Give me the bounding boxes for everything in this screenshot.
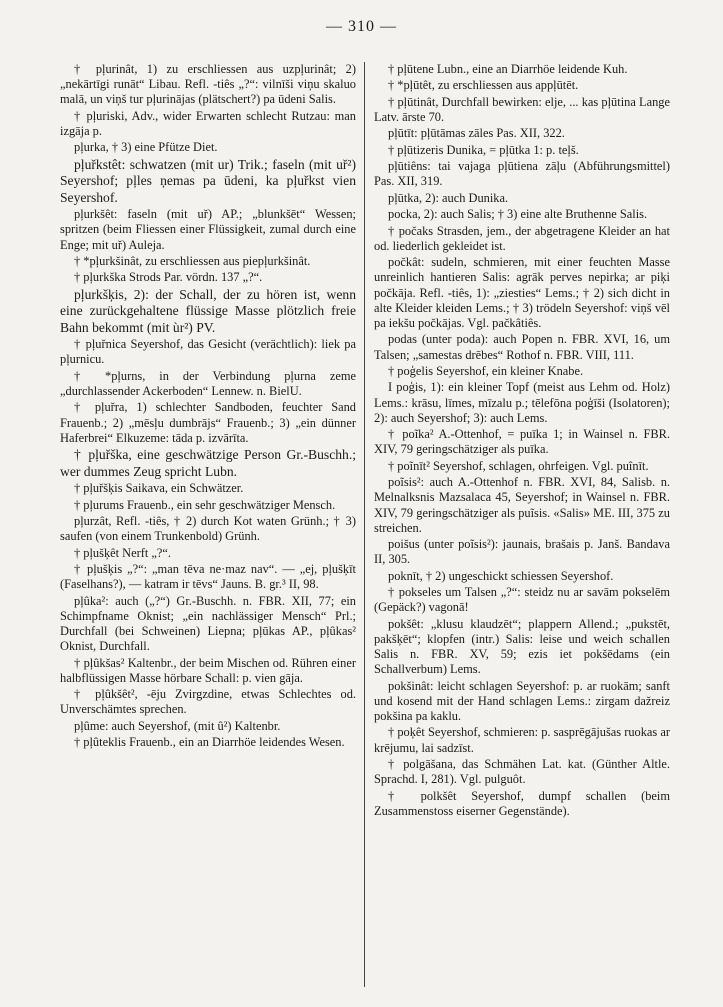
dictionary-entry: † pļuriski, Adv., wider Erwarten schlecht Rutzau: man izgāja p. <box>60 108 356 138</box>
dictionary-entry: † pļūtene Lubn., eine an Diarrhöe leidende Kuh. <box>388 62 628 76</box>
dictionary-entry: † pļûteklis Frauenb., ein an Diarrhöe leidendes Wesen. <box>74 735 345 750</box>
dictionary-entry: † pļûkšêt², -ēju Zvirgzdine, etwas Schlechtes od. Unverschämtes sprechen. <box>60 687 356 717</box>
dictionary-entry: poĩsis²: auch A.-Ottenhof n. FBR. XVI, 84, Salisb. n. Melnalksnis Mazsalaca 45, Seyershof; in Wainsel n. FBR. XIV, 79 geringschätziger als puĩsis. «Salis» ME. III, 375 zu streichen. <box>374 475 670 535</box>
dictionary-entry: pļūtiêns: tai vajaga pļūtiena zāļu (Abführungsmittel) Pas. XII, 319. <box>374 159 670 189</box>
dictionary-entry: † pļurinât, 1) zu erschliessen aus uzpļurinât; 2) „nekārtīgi runāt“ Libau. Refl. -tiês „?“: vilnīši viņu skaluo malā, un viņš tur pļurinājas (plätschert?) pa ūdeni Salis. <box>60 62 356 107</box>
dictionary-entry: poknīt, † 2) ungeschickt schiessen Seyershof. <box>388 568 614 583</box>
dictionary-entry: † pļušķêt Nerft „?“. <box>74 545 172 560</box>
dictionary-entry: † pļurums Frauenb., ein sehr geschwätziger Mensch. <box>74 497 336 512</box>
dictionary-entry: pļūtka, 2): auch Dunika. <box>388 190 509 205</box>
dictionary-entry: † pļuřra, 1) schlechter Sandboden, feuchter Sand Frauenb.; 2) „mēsļu dumbrājs“ Frauenb.; 3) „ein dünner Haferbrei“ Elkuzeme: tāda p. izvārīta. <box>60 400 356 445</box>
dictionary-entry: † *pļurkšinât, zu erschliessen aus piepļurkšinât. <box>74 253 311 268</box>
dictionary-entry: pokšêt: „klusu klaudzēt“; plappern Allend.; „pukstēt, pakšķēt“; klopfen (intr.) Salis: leise und weich schallen Salis n. FBR. XV, 59; ezis iet pokšēdams (ein Schallverbum) Lems. <box>374 616 670 677</box>
dictionary-entry: poišus (unter poĩsis²): jaunais, brašais p. Janš. Bandava II, 305. <box>374 537 670 567</box>
dictionary-entry: † pļuřška, eine geschwätzige Person Gr.-Buschh.; wer dummes Zeug spricht Lubn. <box>60 447 356 479</box>
page-number: — 310 — <box>326 18 397 35</box>
dictionary-entry: pļurkšêt: faseln (mit uř) AP.; „blunkšēt“ Wessen; spritzen (beim Fliessen einer Flüssigkeit, zumal durch eine Enge; mit uř) Auleja. <box>60 207 356 252</box>
dictionary-entry: † poķêt Seyershof, schmieren: p. sasprēgājušas ruokas ar krējumu, lai sadzīst. <box>374 725 670 755</box>
left-column <box>60 62 356 751</box>
dictionary-entry: † pļuřnica Seyershof, das Gesicht (verächtlich): liek pa pļurnicu. <box>60 337 356 367</box>
dictionary-entry: pļūtīt: pļūtāmas zāles Pas. XII, 322. <box>388 126 565 141</box>
dictionary-entry: pocka, 2): auch Salis; † 3) eine alte Bruthenne Salis. <box>388 207 648 222</box>
dictionary-entry: I poģis, 1): ein kleiner Topf (meist aus Lehm od. Holz) Lems.: krāsu, līmes, mīzalu p.; tēlefōna poģīši (Isolatoren); 2): auch Seyershof; 3): auch Lems. <box>374 380 670 425</box>
dictionary-entry: pļuřkstêt: schwatzen (mit ur) Trik.; faseln (mit uř²) Seyershof; pļles ņemas pa ūdeni, ka pļuřkst vien Seyershof. <box>60 156 356 205</box>
dictionary-entry: † pļûkšas² Kaltenbr., der beim Mischen od. Rühren einer halbflüssigen Masse hörbare Schall: p. vien gāja. <box>60 655 356 685</box>
dictionary-entry: † *pļūtêt, zu erschliessen aus appļūtēt. <box>388 78 579 93</box>
dictionary-entry: † poĩnīt² Seyershof, schlagen, ohrfeigen. Vgl. puînīt. <box>388 458 649 473</box>
dictionary-entry: † pļūtizeris Dunika, = pļūtka 1: p. teļš. <box>388 142 579 157</box>
dictionary-entry: pokšinât: leicht schlagen Seyershof: p. ar ruokām; sanft und kosend mit der Hand schlagen Lems.: zirgam dažreiz pokšina pa kaklu. <box>374 678 670 724</box>
dictionary-entry: † pļušķis „?“: „man tēva ne·maz nav“. — „ej, pļušķīt (Faselhans?), — katram ir tēvs“ Jauns. B. gr.³ II, 98. <box>60 561 356 592</box>
dictionary-entry: † pļuřšķis Saikava, ein Schwätzer. <box>74 481 244 496</box>
right-column <box>374 62 670 820</box>
dictionary-entry: pļûme: auch Seyershof, (mit û²) Kaltenbr. <box>74 718 281 733</box>
dictionary-entry: počkât: sudeln, schmieren, mit einer feuchten Masse unreinlich hantieren Salis: agrāk perves nepirka; ar piķi počkāja. Refl. -tiês, 1): „ziesties“ Lems.; † 2) sich dicht in alte Kleider kleiden Lems.; † 3) trödeln Seyershof: viņš vēl pa iekšu počkājas. Vgl. pačkâtiês. <box>374 255 670 330</box>
dictionary-entry: † polkšêt Seyershof, dumpf schallen (beim Zusammenstoss eiserner Gegenstände). <box>374 788 670 818</box>
dictionary-entry: pļurzât, Refl. -tiês, † 2) durch Kot waten Grünh.; † 3) saufen (von einem Trunkenbold) Grünh. <box>60 513 356 544</box>
dictionary-entry: pļûka²: auch („?“) Gr.-Buschh. n. FBR. XII, 77; ein Schimpfname Oknist; „ein nachlässiger Mensch“ Prl.; Durchfall (bei Schweinen) Liepna; pļūkas AP., pļûkas² Oknist, Durchfall. <box>60 593 356 654</box>
dictionary-entry: † *pļurns, in der Verbindung pļurna zeme „durchlassender Ackerboden“ Lennew. n. BielU. <box>60 368 356 398</box>
dictionary-entry: pļurka, † 3) eine Pfütze Diet. <box>74 140 218 155</box>
dictionary-entry: podas (unter poda): auch Popen n. FBR. XVI, 16, um Talsen; „samestas drēbes“ Rothof n. FBR. VIII, 111. <box>374 332 670 362</box>
dictionary-entry: † pļurkška Strods Par. vördn. 137 „?“. <box>74 270 263 285</box>
dictionary-entry: † poĩka² A.-Ottenhof, = puīka 1; in Wainsel n. FBR. XIV, 79 geringschätziger als puīka. <box>374 427 670 457</box>
dictionary-entry: pļurkšķis, 2): der Schall, der zu hören ist, wenn eine zurückgehaltene flüssige Masse plötzlich freie Bahn bekommt (mit ùr²) PV. <box>60 286 356 335</box>
dictionary-entry: † pokseles um Talsen „?“: steidz nu ar savām pokselēm (Gepäck?) vagonā! <box>374 585 670 615</box>
dictionary-entry: † pļūtinât, Durchfall bewirken: elje, ... kas pļūtina Lange Latv. ārste 70. <box>374 94 670 124</box>
dictionary-entry: † poģelis Seyershof, ein kleiner Knabe. <box>388 363 584 378</box>
dictionary-entry: † počaks Strasden, jem., der abgetragene Kleider an hat od. liederlich gekleidet ist. <box>374 223 670 253</box>
column-divider <box>364 62 365 987</box>
dictionary-entry: † polgāšana, das Schmähen Lat. kat. (Günther Altle. Sprachd. I, 281). Vgl. pulguôt. <box>374 757 670 787</box>
